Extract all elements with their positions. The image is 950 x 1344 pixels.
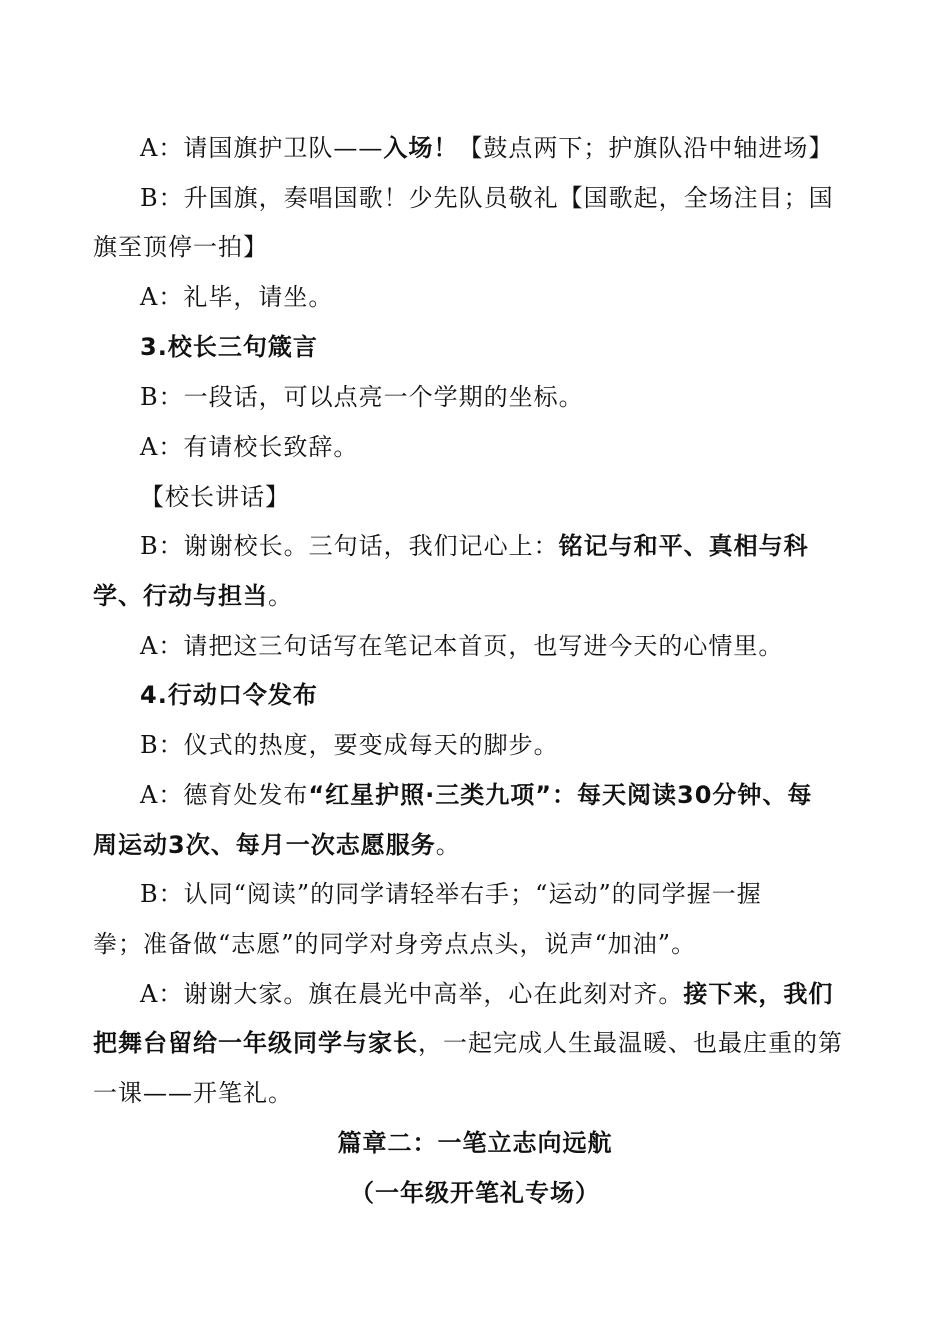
script-line: A：德育处发布“红星护照·三类九项”：每天阅读30分钟、每 — [140, 781, 813, 809]
chapter-subtitle: （一年级开笔礼专场） — [350, 1179, 600, 1207]
chapter-title: 篇章二：一笔立志向远航 — [337, 1129, 613, 1157]
script-line: B：一段话，可以点亮一个学期的坐标。 — [140, 383, 584, 411]
script-line: 一课——开笔礼。 — [93, 1079, 293, 1107]
script-line: A：有请校长致辞。 — [140, 433, 359, 461]
script-line: 拳；准备做“志愿”的同学对身旁点点头，说声“加油”。 — [93, 930, 697, 958]
section-heading: 4.行动口令发布 — [140, 681, 318, 709]
script-line: B：仪式的热度，要变成每天的脚步。 — [140, 731, 559, 759]
script-line: A：请把这三句话写在笔记本首页，也写进今天的心情里。 — [140, 632, 784, 660]
script-line: B：升国旗，奏唱国歌！少先队员敬礼【国歌起，全场注目；国 — [140, 184, 834, 212]
script-line: A：请国旗护卫队——入场！【鼓点两下；护旗队沿中轴进场】 — [140, 134, 834, 162]
script-line: 把舞台留给一年级同学与家长，一起完成人生最温暖、也最庄重的第 — [93, 1029, 843, 1057]
script-line: A：谢谢大家。旗在晨光中高举，心在此刻对齐。接下来，我们 — [140, 980, 834, 1008]
script-line: 周运动3次、每月一次志愿服务。 — [93, 831, 461, 859]
script-line: A：礼毕，请坐。 — [140, 283, 334, 311]
script-line: 学、行动与担当。 — [93, 582, 293, 610]
stage-direction: 【校长讲话】 — [140, 483, 290, 511]
script-line: B：谢谢校长。三句话，我们记心上：铭记与和平、真相与科 — [140, 532, 809, 560]
script-line: 旗至顶停一拍】 — [93, 233, 268, 261]
section-heading: 3.校长三句箴言 — [140, 333, 318, 361]
script-line: B：认同“阅读”的同学请轻举右手；“运动”的同学握一握 — [140, 880, 762, 908]
